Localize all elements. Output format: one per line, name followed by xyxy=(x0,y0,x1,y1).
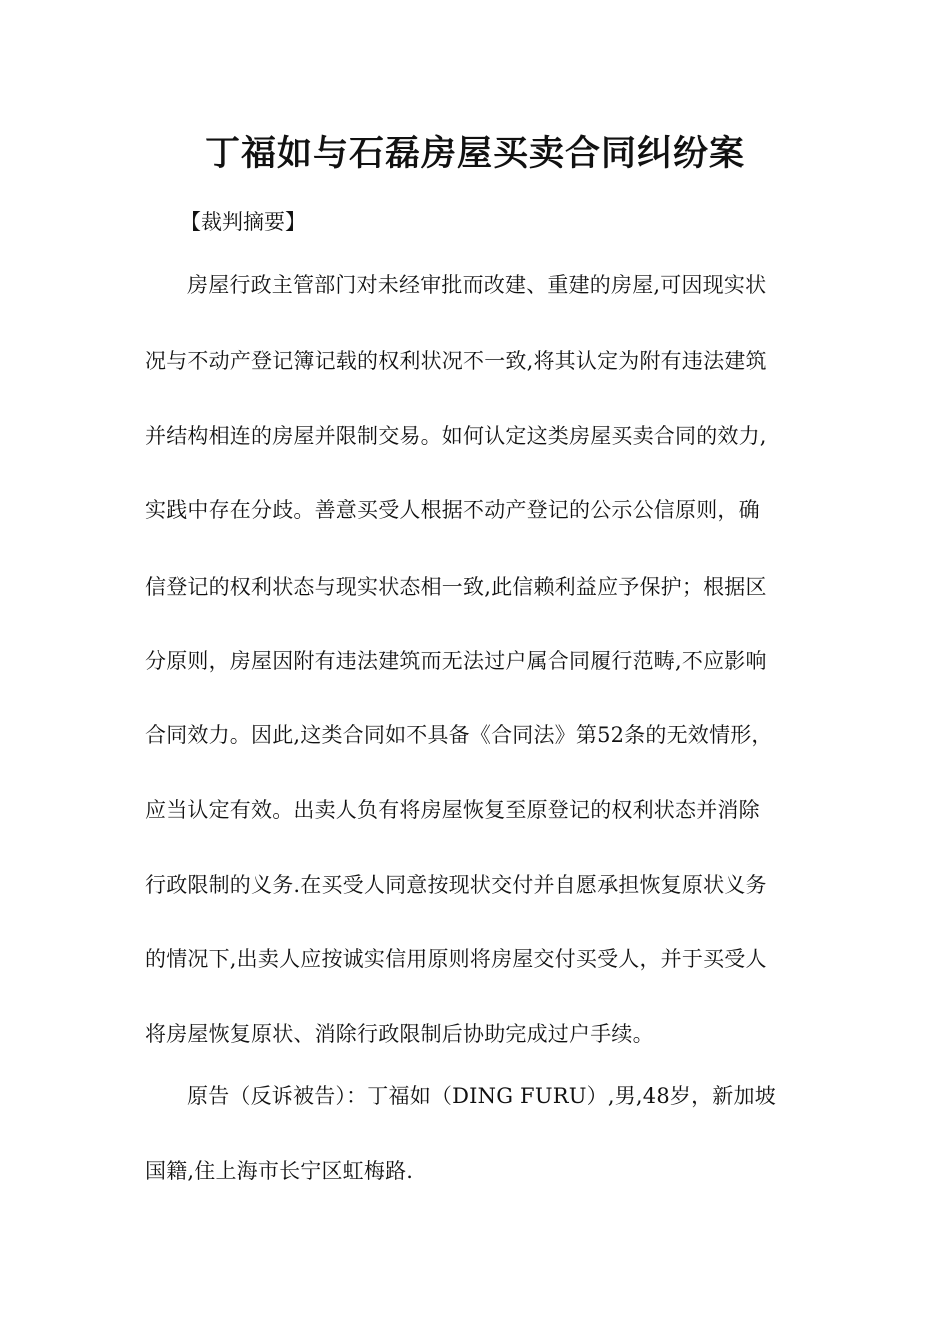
summary-line: 合同效力。因此,这类合同如不具备《合同法》第52条的无效情形， xyxy=(145,723,773,747)
summary-line: 房屋行政主管部门对未经审批而改建、重建的房屋,可因现实状 xyxy=(187,273,767,297)
summary-line: 行政限制的义务.在买受人同意按现状交付并自愿承担恢复原状义务 xyxy=(145,873,767,897)
document-title: 丁福如与石磊房屋买卖合同纠纷案 xyxy=(204,134,745,174)
summary-line: 况与不动产登记簿记载的权利状况不一致,将其认定为附有违法建筑 xyxy=(145,349,767,373)
summary-line: 的情况下,出卖人应按诚实信用原则将房屋交付买受人，并于买受人 xyxy=(145,947,767,971)
party-line: 国籍,住上海市长宁区虹梅路. xyxy=(145,1159,414,1183)
party-line: 原告（反诉被告）：丁福如（DING FURU）,男,48岁，新加坡 xyxy=(187,1084,776,1108)
summary-line: 信登记的权利状态与现实状态相一致,此信赖利益应予保护；根据区 xyxy=(145,575,767,599)
summary-line: 将房屋恢复原状、消除行政限制后协助完成过户手续。 xyxy=(145,1022,654,1046)
summary-line: 应当认定有效。出卖人负有将房屋恢复至原登记的权利状态并消除 xyxy=(145,798,760,822)
summary-line: 并结构相连的房屋并限制交易。如何认定这类房屋买卖合同的效力, xyxy=(145,424,767,448)
summary-line: 实践中存在分歧。善意买受人根据不动产登记的公示公信原则，确 xyxy=(145,498,760,522)
section-heading: 【裁判摘要】 xyxy=(180,210,306,234)
summary-line: 分原则，房屋因附有违法建筑而无法过户属合同履行范畴,不应影响 xyxy=(145,649,767,673)
